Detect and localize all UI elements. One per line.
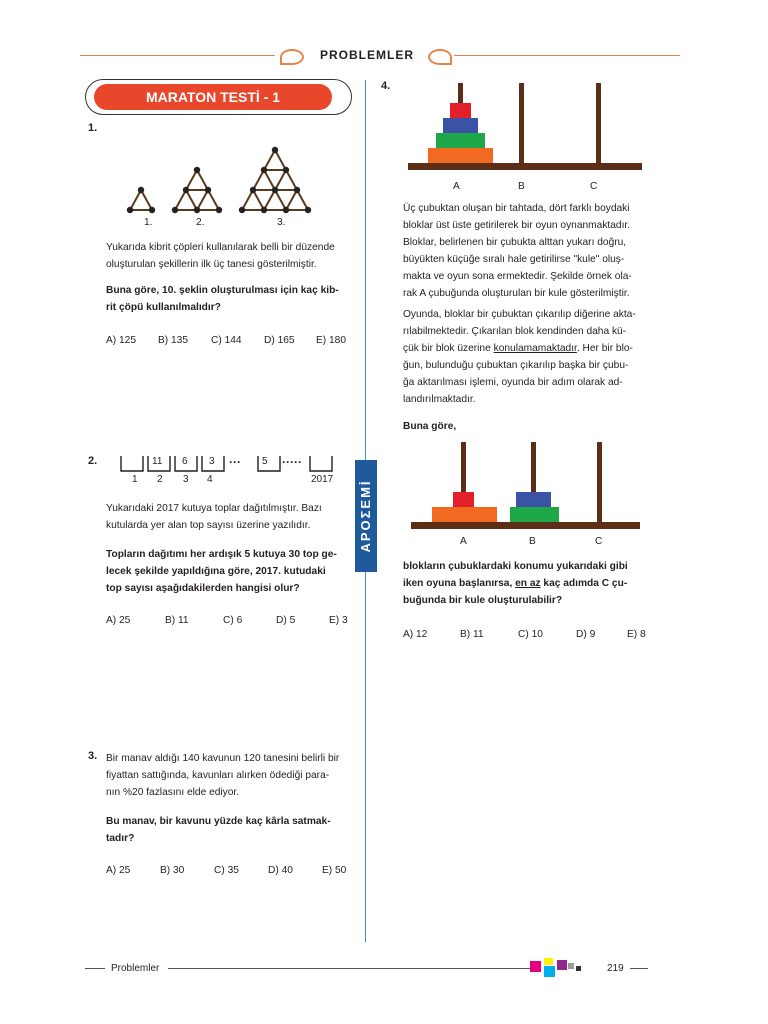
q3-choice-b[interactable]: B) 30 (160, 865, 185, 876)
square-yellow (544, 958, 553, 965)
footer-color-squares (530, 958, 604, 978)
q3-choice-e[interactable]: E) 50 (322, 865, 347, 876)
q1-choice-a[interactable]: A) 125 (106, 335, 137, 346)
header (80, 46, 680, 66)
q1-choice-e[interactable]: E) 180 (316, 335, 347, 346)
square-purple (557, 960, 567, 970)
q4-fig1-label-c: C (590, 181, 598, 192)
q2-choice-a[interactable]: A) 25 (106, 615, 131, 626)
q3-text-line-2: fiyattan sattığında, kavunları alırken ödediği para- (106, 770, 330, 781)
q2-box-value-1: 11 (152, 456, 163, 467)
q3-question-line-1: Bu manav, bir kavunu yüzde kaç kârla satmak- (106, 816, 331, 827)
q4-text-line-2: bloklar üst üste getirilerek bir oyun oynanmaktadır. (403, 220, 631, 231)
q1-question-line-1: Buna göre, 10. şeklin oluşturulması için kaç kib- (106, 285, 339, 296)
q2-choice-c[interactable]: C) 6 (223, 615, 243, 626)
q1-choice-d[interactable]: D) 165 (264, 335, 295, 346)
q2-question-line-1: Topların dağıtımı her ardışık 5 kutuya 30 top ge- (106, 549, 337, 560)
q4-fig2-label-a: A (460, 536, 467, 547)
q2-box-pos-3: 3 (183, 474, 189, 485)
footer-label: Problemler (111, 963, 160, 974)
q4-text2-line-3-post: . Her bir blo- (576, 343, 633, 354)
q3-choice-d[interactable]: D) 40 (268, 865, 293, 876)
q4-text-line-3: Bloklar, belirlenen bir çubukta alttan yukarı doğru, (403, 237, 627, 248)
footer-line-right (630, 968, 648, 969)
q4-question-line-2 (403, 575, 627, 592)
header-line-right (454, 55, 680, 56)
q1-fig-label-2: 2. (196, 217, 205, 228)
q4-text-line-6: rak A çubuğunda oluşturulan bir kule gösterilmiştir. (403, 288, 630, 299)
q2-box-pos-1: 1 (132, 474, 138, 485)
header-ornament-left (280, 49, 304, 65)
q2-text-line-2: kutularda yer alan top sayısı üzerine yazılıdır. (106, 520, 311, 531)
q3-choice-a[interactable]: A) 25 (106, 865, 131, 876)
q2-choice-d[interactable]: D) 5 (276, 615, 296, 626)
q4-question-line-2-pre: iken oyuna başlanırsa, (403, 578, 516, 589)
footer-line-middle (168, 968, 530, 969)
q3-choice-c[interactable]: C) 35 (214, 865, 239, 876)
q2-box-value-3: 3 (209, 456, 215, 467)
q4-text-line-5: makta ve oyun sona ermektedir. Şekilde örnek ola- (403, 271, 632, 282)
q2-box-pos-4: 4 (207, 474, 213, 485)
q2-number: 2. (88, 455, 98, 467)
q3-text-line-3: nın %20 fazlasını elde ediyor. (106, 787, 240, 798)
q4-fig1-label-a: A (453, 181, 460, 192)
q2-choice-e[interactable]: E) 3 (329, 615, 348, 626)
square-cyan (544, 966, 555, 977)
q4-text2-line-1: Oyunda, bloklar bir çubuktan çıkarılıp diğerine akta- (403, 309, 636, 320)
q4-fig1-label-b: B (518, 181, 525, 192)
q2-box-value-2: 6 (182, 456, 188, 467)
q2-box-pos-2: 2 (157, 474, 163, 485)
footer-line-left (85, 968, 105, 969)
q2-text-line-1: Yukarıdaki 2017 kutuya toplar dağıtılmıştır. Bazı (106, 503, 322, 514)
q4-text2-underlined: konulamamaktadır (493, 343, 577, 354)
q4-question-underlined: en az (515, 578, 541, 589)
q3-text-line-1: Bir manav aldığı 140 kavunun 120 tanesini belirli bir (106, 753, 340, 764)
q2-boxes-figure (118, 452, 338, 474)
q4-choice-a[interactable]: A) 12 (403, 629, 428, 640)
q4-fig2-label-c: C (595, 536, 603, 547)
page-number: 219 (607, 963, 624, 974)
q4-choice-e[interactable]: E) 8 (627, 629, 646, 640)
q1-question-line-2: rit çöpü kullanılmalıdır? (106, 302, 221, 313)
square-magenta (530, 961, 541, 972)
q1-number: 1. (88, 122, 98, 134)
q2-dots-1: ··· (229, 455, 241, 469)
q1-fig-label-1: 1. (144, 217, 153, 228)
q4-text-line-1: Üç çubuktan oluşan bir tahtada, dört farklı boydaki (403, 203, 630, 214)
q4-fig2-label-b: B (529, 536, 536, 547)
q4-question-line-2-post: kaç adımda C çu- (540, 578, 628, 589)
q4-text-line-4: büyükten küçüğe sıralı hale getirilirse "kule" oluş- (403, 254, 625, 265)
q3-question-line-2: tadır? (106, 833, 135, 844)
q3-number: 3. (88, 750, 98, 762)
header-ornament-right (428, 49, 452, 65)
square-dark (576, 966, 581, 971)
q4-question-line-3: buğunda bir kule oluşturulabilir? (403, 595, 563, 606)
q4-text2-line-6: landırılmaktadır. (403, 394, 476, 405)
q4-choice-c[interactable]: C) 10 (518, 629, 543, 640)
q1-text-line-1: Yukarıda kibrit çöpleri kullanılarak belli bir düzende (106, 242, 335, 253)
q4-choice-d[interactable]: D) 9 (576, 629, 596, 640)
q4-text2-line-2: rılabilmektedir. Çıkarılan blok kendinden daha kü- (403, 326, 627, 337)
q4-choice-b[interactable]: B) 11 (460, 629, 484, 640)
q4-number: 4. (381, 80, 391, 92)
q2-question-line-3: top sayısı aşağıdakilerden hangisi olur? (106, 583, 300, 594)
q1-choice-c[interactable]: C) 144 (211, 335, 242, 346)
q4-question-line-1: blokların çubuklardaki konumu yukarıdaki gibi (403, 561, 628, 572)
q2-box-pos-2017: 2017 (311, 474, 334, 485)
q4-text2-line-4: ğun, bulunduğu çubuktan çıkarılıp başka bir çubu- (403, 360, 629, 371)
header-line-left (80, 55, 275, 56)
q4-buna-gore: Buna göre, (403, 421, 457, 432)
test-title-banner: MARATON TESTİ - 1 (94, 84, 332, 110)
q1-text-line-2: oluşturulan şekillerin ilk üç tanesi gösterilmiştir. (106, 259, 317, 270)
q2-dots-2: ····· (282, 455, 302, 469)
q4-text2-line-5: ğa aktarılması işlemi, oyunda bir adım olarak ad- (403, 377, 623, 388)
q4-tower-figure-2 (408, 440, 643, 532)
side-logo-text: APOΣEMİ (358, 479, 373, 553)
q1-choice-b[interactable]: B) 135 (158, 335, 189, 346)
q2-question-line-2: lecek şekilde yapıldığına göre, 2017. kutudaki (106, 566, 326, 577)
q4-text2-line-3 (403, 340, 633, 357)
square-gray (568, 963, 574, 969)
q2-choice-b[interactable]: B) 11 (165, 615, 189, 626)
q4-text2-line-3-pre: çük bir blok üzerine (403, 343, 494, 354)
page-header-title: PROBLEMLER (320, 48, 414, 62)
q1-fig-label-3: 3. (277, 217, 286, 228)
q4-tower-figure-1 (405, 80, 645, 176)
q2-box-value-4: 5 (262, 456, 268, 467)
